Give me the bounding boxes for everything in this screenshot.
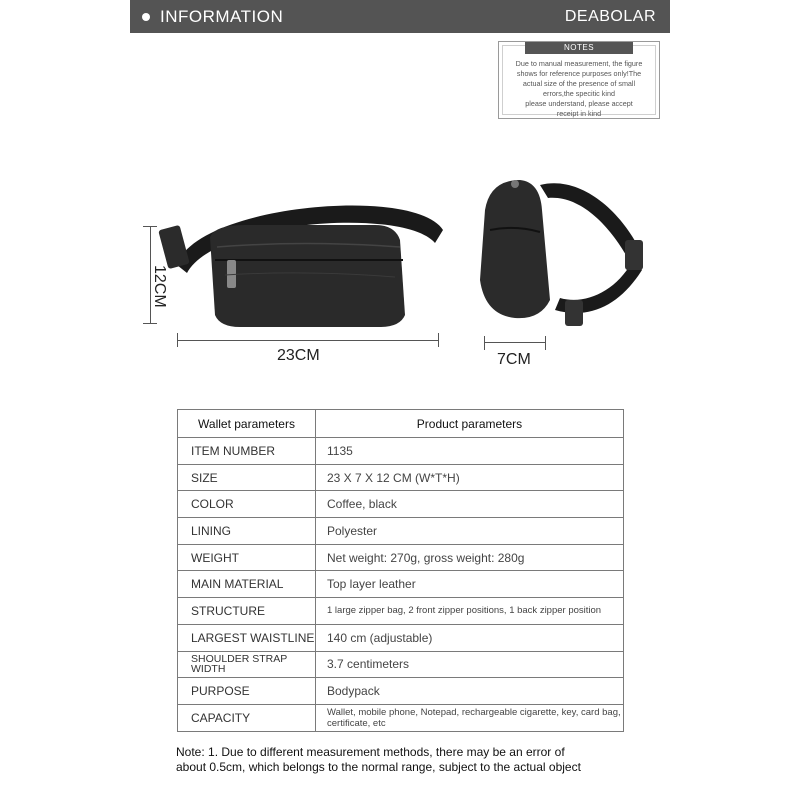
table-value-cell: 140 cm (adjustable)	[316, 624, 624, 651]
table-row	[178, 491, 624, 518]
height-tick-top	[143, 226, 157, 227]
width-tick-right	[438, 333, 439, 347]
table-value-cell: 23 X 7 X 12 CM (W*T*H)	[316, 464, 624, 491]
depth-dimension-label: 7CM	[497, 351, 531, 368]
notes-line: please understand, please accept	[525, 99, 633, 108]
table-row	[178, 624, 624, 651]
footer-note-line: about 0.5cm, which belongs to the normal range, subject to the actual object	[176, 760, 581, 774]
table-label-cell: LARGEST WAISTLINE	[178, 624, 316, 651]
table-row	[178, 651, 624, 678]
table-row	[178, 571, 624, 598]
table-value-cell: Polyester	[316, 518, 624, 545]
table-label-cell: WEIGHT	[178, 544, 316, 571]
notes-line: Due to manual measurement, the figure	[515, 59, 643, 68]
bag-front-view-image	[155, 185, 455, 345]
table-header-cell: Wallet parameters	[178, 410, 316, 438]
table-value-cell: 1 large zipper bag, 2 front zipper positions, 1 back zipper position	[316, 598, 624, 625]
notes-line: receipt in kind	[556, 109, 602, 118]
table-label-cell: CAPACITY	[178, 704, 316, 731]
notes-line: errors,the specitic kind	[543, 89, 615, 98]
table-header-row	[178, 410, 624, 438]
bullet-dot-icon	[142, 13, 150, 21]
table-row	[178, 438, 624, 465]
info-header	[130, 0, 670, 33]
brand-name: DEABOLAR	[564, 7, 656, 25]
width-tick-left	[177, 333, 178, 347]
depth-dimension-line	[484, 342, 546, 343]
notes-title: NOTES	[525, 42, 633, 54]
table-value-cell: Net weight: 270g, gross weight: 280g	[316, 544, 624, 571]
depth-tick-right	[545, 336, 546, 350]
table-row	[178, 598, 624, 625]
notes-box	[498, 41, 660, 119]
header-left	[142, 7, 283, 27]
height-tick-bottom	[143, 323, 157, 324]
table-row	[178, 518, 624, 545]
table-value-cell: 3.7 centimeters	[316, 651, 624, 678]
height-dimension-label: 12CM	[151, 265, 168, 308]
table-row	[178, 544, 624, 571]
table-label-cell: STRUCTURE	[178, 598, 316, 625]
spec-table	[177, 409, 624, 732]
width-dimension-line	[177, 340, 439, 341]
table-value-cell: Coffee, black	[316, 491, 624, 518]
table-label-cell: MAIN MATERIAL	[178, 571, 316, 598]
table-label-cell: SHOULDER STRAP WIDTH	[178, 651, 316, 678]
width-dimension-label: 23CM	[277, 347, 320, 364]
footer-note	[176, 745, 646, 775]
notes-inner-frame	[502, 43, 656, 118]
notes-line: actual size of the presence of small	[522, 79, 636, 88]
table-label-cell: SIZE	[178, 464, 316, 491]
table-row	[178, 678, 624, 705]
notes-line: shows for reference purposes only!The	[516, 69, 642, 78]
table-value-cell: 1135	[316, 438, 624, 465]
depth-tick-left	[484, 336, 485, 350]
table-value-cell: Wallet, mobile phone, Notepad, rechargeable cigarette, key, card bag, certificate, etc	[316, 704, 624, 731]
table-label-cell: LINING	[178, 518, 316, 545]
table-label-cell: PURPOSE	[178, 678, 316, 705]
table-value-cell: Top layer leather	[316, 571, 624, 598]
table-label-cell: ITEM NUMBER	[178, 438, 316, 465]
bag-side-view-image	[470, 170, 660, 340]
table-value-cell: Bodypack	[316, 678, 624, 705]
notes-body	[505, 59, 653, 119]
table-row	[178, 464, 624, 491]
footer-note-line: Note: 1. Due to different measurement methods, there may be an error of	[176, 745, 565, 759]
table-row	[178, 704, 624, 731]
table-header-cell: Product parameters	[316, 410, 624, 438]
table-label-cell: COLOR	[178, 491, 316, 518]
header-title: INFORMATION	[160, 6, 284, 26]
